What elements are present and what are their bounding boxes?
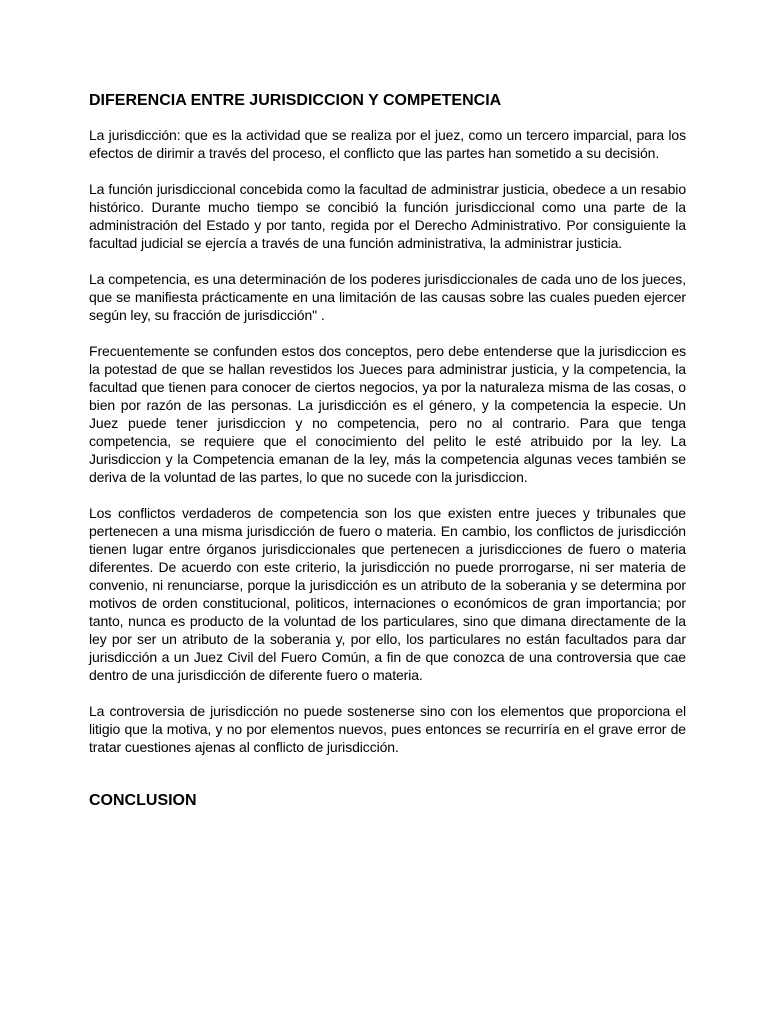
conclusion-heading: CONCLUSION [89, 792, 197, 809]
document-body [89, 90, 686, 812]
document-title: DIFERENCIA ENTRE JURISDICCION Y COMPETENCIA [89, 92, 502, 109]
paragraph-competencia-definition: La competencia, es una determinación de los poderes jurisdiccionales de cada uno de los jueces, que se manifiesta prácticamente en una limitación de las causas sobre las cuales pueden ejercer según ley, su fracción de jurisdicción" . [89, 271, 686, 323]
paragraph-conflictos-competencia: Los conflictos verdaderos de competencia son los que existen entre jueces y tribunales que pertenecen a una misma jurisdicción de fuero o materia. En cambio, los conflictos de jurisdicción tienen lugar entre órganos jurisdiccionales que pertenecen a jurisdicciones de fuero o materia diferentes. De acuerdo con este criterio, la jurisdicción no puede prorrogarse, ni ser materia de convenio, ni renunciarse, porque la jurisdicción es un atributo de la soberania y se determina por motivos de orden constitucional, politicos, internaciones o económicos de gran importancia; por tanto, nunca es producto de la voluntad de los particulares, sino que dimana directamente de la ley por ser un atributo de la soberania y, por ello, los particulares no están facultados para dar jurisdicción a un Juez Civil del Fuero Común, a fin de que conozca de una controversia que cae dentro de una jurisdicción de diferente fuero o materia. [89, 505, 686, 683]
paragraph-funcion-jurisdiccional: La función jurisdiccional concebida como la facultad de administrar justicia, obedece a un resabio histórico. Durante mucho tiempo se concibió la función jurisdiccional como una parte de la administración del Estado y por tanto, regida por el Derecho Administrativo. Por consiguiente la facultad judicial se ejercía a través de una función administrativa, la administrar justicia. [89, 181, 686, 251]
paragraph-confusion-conceptos: Frecuentemente se confunden estos dos conceptos, pero debe entenderse que la jurisdiccion es la potestad de que se hallan revestidos los Jueces para administrar justicia, y la competencia, la facultad que tienen para conocer de ciertos negocios, ya por la naturaleza misma de las cosas, o bien por razón de las personas. La jurisdicción es el género, y la competencia la especie. Un Juez puede tener jurisdiccion y no competencia, pero no al contrario. Para que tenga competencia, se requiere que el conocimiento del pelito le esté atribuido por la ley. La Jurisdiccion y la Competencia emanan de la ley, más la competencia algunas veces también se deriva de la voluntad de las partes, lo que no sucede con la jurisdiccion. [89, 343, 686, 485]
paragraph-jurisdiccion-definition: La jurisdicción: que es la actividad que se realiza por el juez, como un tercero imparcial, para los efectos de dirimir a través del proceso, el conflicto que las partes han sometido a su decisión. [89, 127, 686, 161]
paragraph-controversia-jurisdiccion: La controversia de jurisdicción no puede sostenerse sino con los elementos que proporciona el litigio que la motiva, y no por elementos nuevos, pues entonces se recurriría en el grave error de tratar cuestiones ajenas al conflicto de jurisdicción. [89, 703, 686, 755]
